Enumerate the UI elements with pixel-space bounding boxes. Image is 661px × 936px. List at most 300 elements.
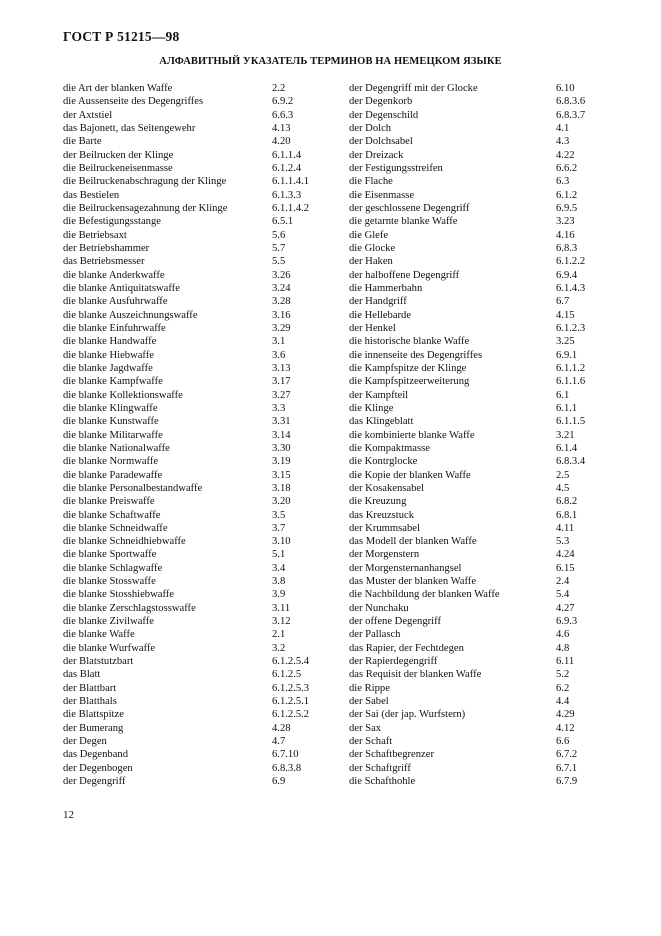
index-entry bbox=[63, 242, 286, 255]
entry-code: 6.9.1 bbox=[556, 349, 578, 361]
entry-term: der Bumerang bbox=[63, 722, 124, 734]
entry-code: 6.1.2.5.2 bbox=[272, 709, 310, 721]
index-entry bbox=[63, 748, 299, 761]
index-entry bbox=[63, 628, 286, 641]
entry-code: 6.8.3.7 bbox=[556, 109, 586, 121]
entry-code: 6.1.2.5 bbox=[272, 669, 302, 681]
entry-code: 2.1 bbox=[272, 629, 286, 641]
index-entry bbox=[63, 215, 294, 228]
index-entry bbox=[349, 229, 575, 242]
page-title: АЛФАВИТНЫЙ УКАЗАТЕЛЬ ТЕРМИНОВ НА НЕМЕЦКОМ ЯЗЫКЕ bbox=[159, 56, 502, 67]
entry-code: 3.28 bbox=[272, 296, 291, 308]
entry-code: 6.7.10 bbox=[272, 749, 299, 761]
entry-term: die blanke Stosshiebwaffe bbox=[63, 589, 175, 601]
entry-code: 3.17 bbox=[272, 376, 291, 388]
index-entry bbox=[349, 548, 575, 561]
entry-term: der Degen bbox=[63, 736, 107, 748]
entry-code: 3.11 bbox=[272, 602, 291, 614]
entry-term: der Degengriff bbox=[63, 776, 126, 788]
entry-code: 2.5 bbox=[556, 469, 570, 481]
index-entry bbox=[349, 708, 575, 721]
entry-term: die blanke Handwaffe bbox=[63, 336, 157, 348]
entry-code: 6.3 bbox=[556, 176, 570, 188]
entry-term: der Krummsabel bbox=[349, 522, 420, 534]
index-entry bbox=[349, 415, 586, 428]
entry-code: 6.5.1 bbox=[272, 216, 294, 228]
entry-term: die Beilruckeneisenmasse bbox=[63, 162, 173, 174]
index-entry bbox=[349, 469, 570, 482]
index-entry bbox=[349, 429, 575, 442]
entry-code: 6.1.4 bbox=[556, 442, 578, 454]
index-entry bbox=[349, 402, 578, 415]
index-entry bbox=[349, 162, 578, 175]
index-entry bbox=[63, 135, 291, 148]
index-entry bbox=[63, 735, 286, 748]
index-entry bbox=[349, 282, 586, 295]
entry-term: der Axtstiel bbox=[63, 109, 113, 121]
entry-term: die Art der blanken Waffe bbox=[63, 83, 173, 94]
index-entry bbox=[63, 429, 291, 442]
entry-code: 6.8.3.8 bbox=[272, 762, 302, 774]
entry-term: die blanke Kollektionswaffe bbox=[63, 389, 183, 401]
entry-term: die blanke Schaftwaffe bbox=[63, 509, 161, 521]
index-entry bbox=[349, 615, 578, 628]
entry-code: 5.6 bbox=[272, 229, 286, 241]
entry-code: 6.9.2 bbox=[272, 96, 294, 108]
index-entry bbox=[349, 122, 570, 135]
entry-term: der Haken bbox=[349, 256, 393, 268]
index-entry bbox=[63, 349, 286, 362]
index-entry bbox=[349, 495, 578, 508]
index-entry bbox=[349, 362, 586, 375]
entry-code: 4.22 bbox=[556, 149, 575, 161]
entry-term: der Morgenstern bbox=[349, 549, 420, 561]
entry-code: 3.9 bbox=[272, 589, 286, 601]
entry-term: der Sabel bbox=[349, 696, 389, 708]
entry-term: das Muster der blanken Waffe bbox=[349, 576, 477, 588]
entry-code: 3.15 bbox=[272, 469, 291, 481]
index-entry bbox=[63, 762, 302, 775]
index-entry bbox=[63, 722, 291, 735]
entry-term: der Degenkorb bbox=[349, 96, 413, 108]
index-entry bbox=[63, 442, 291, 455]
index-entry bbox=[63, 482, 291, 495]
entry-term: die blanke Kunstwaffe bbox=[63, 416, 159, 428]
index-entry bbox=[63, 695, 310, 708]
entry-term: die blanke Wurfwaffe bbox=[63, 642, 156, 654]
index-entry bbox=[349, 682, 570, 695]
entry-code: 3.1 bbox=[272, 336, 286, 348]
entry-code: 6.8.1 bbox=[556, 509, 578, 521]
entry-code: 5.3 bbox=[556, 536, 570, 548]
entry-code: 6.1.1.4.2 bbox=[272, 202, 310, 214]
entry-code: 4.13 bbox=[272, 122, 291, 134]
entry-code: 2.4 bbox=[556, 576, 570, 588]
index-entry bbox=[63, 575, 286, 588]
index-entry bbox=[63, 95, 294, 108]
entry-term: die blanke Normwaffe bbox=[63, 456, 159, 468]
entry-term: der Kampfteil bbox=[349, 389, 409, 401]
entry-term: die blanke Anderkwaffe bbox=[63, 269, 165, 281]
entry-term: die Kompaktmasse bbox=[349, 442, 430, 454]
entry-code: 4.20 bbox=[272, 136, 291, 148]
index-entry bbox=[63, 175, 310, 188]
entry-code: 6.1.1.4 bbox=[272, 149, 302, 161]
index-entry bbox=[63, 708, 310, 721]
index-entry bbox=[63, 402, 286, 415]
index-entry bbox=[349, 135, 570, 148]
entry-code: 3.24 bbox=[272, 282, 291, 294]
entry-code: 6.7.1 bbox=[556, 762, 578, 774]
entry-code: 5.7 bbox=[272, 242, 286, 254]
entry-code: 6.1.1.2 bbox=[556, 362, 586, 374]
entry-code: 3.18 bbox=[272, 482, 291, 494]
entry-term: die blanke Antiquitatswaffe bbox=[63, 282, 180, 294]
entry-code: 3.19 bbox=[272, 456, 291, 468]
index-entry bbox=[63, 562, 286, 575]
index-entry bbox=[63, 535, 291, 548]
entry-term: die blanke Preiswaffe bbox=[63, 496, 155, 508]
entry-code: 3.26 bbox=[272, 269, 291, 281]
index-entry bbox=[349, 762, 578, 775]
entry-term: die Beilruckenabschragung der Klinge bbox=[63, 176, 227, 188]
entry-code: 4.11 bbox=[556, 522, 575, 534]
entry-code: 4.5 bbox=[556, 482, 570, 494]
entry-term: die blanke Schneidhiebwaffe bbox=[63, 536, 186, 548]
entry-term: die Kopie der blanken Waffe bbox=[349, 469, 471, 481]
entry-term: die Betriebsaxt bbox=[63, 229, 127, 241]
index-entry bbox=[63, 189, 302, 202]
index-entry bbox=[63, 162, 302, 175]
entry-term: der Handgriff bbox=[349, 296, 407, 308]
entry-term: die blanke Hiebwaffe bbox=[63, 349, 154, 361]
entry-term: die blanke Ausfuhrwaffe bbox=[63, 296, 168, 308]
entry-code: 4.16 bbox=[556, 229, 575, 241]
entry-term: die Aussenseite des Degengriffes bbox=[63, 96, 204, 108]
entry-code: 6.1.1 bbox=[556, 402, 578, 414]
entry-code: 6.8.3.4 bbox=[556, 456, 586, 468]
index-entry bbox=[63, 269, 291, 282]
entry-term: der offene Degengriff bbox=[349, 616, 441, 628]
index-entry bbox=[349, 242, 578, 255]
entry-term: das Kreuzstuck bbox=[349, 509, 415, 521]
index-entry bbox=[349, 482, 570, 495]
entry-code: 3.5 bbox=[272, 509, 286, 521]
index-entry bbox=[349, 309, 575, 322]
entry-term: der Dreizack bbox=[349, 149, 404, 161]
entry-code: 3.14 bbox=[272, 429, 291, 441]
entry-term: der Nunchaku bbox=[349, 602, 409, 614]
entry-term: die blanke Schlagwaffe bbox=[63, 562, 163, 574]
entry-term: der Blattbart bbox=[63, 682, 117, 694]
entry-term: die blanke Zivilwaffe bbox=[63, 616, 154, 628]
entry-term: der Betriebshammer bbox=[63, 242, 150, 254]
document-code: ГОСТ Р 51215—98 bbox=[63, 29, 180, 44]
entry-code: 6.7.2 bbox=[556, 749, 578, 761]
index-entry bbox=[63, 375, 291, 388]
entry-term: die Kampfspitze der Klinge bbox=[349, 362, 467, 374]
index-entry bbox=[349, 389, 570, 402]
index-entry bbox=[349, 295, 570, 308]
entry-code: 3.3 bbox=[272, 402, 286, 414]
entry-term: die blanke Klingwaffe bbox=[63, 402, 158, 414]
index-entry bbox=[349, 668, 570, 681]
entry-term: die Blattspitze bbox=[63, 709, 124, 721]
index-entry bbox=[349, 269, 578, 282]
index-entry bbox=[349, 215, 575, 228]
entry-code: 3.2 bbox=[272, 642, 286, 654]
entry-code: 6.1.1.6 bbox=[556, 376, 586, 388]
entry-code: 6.15 bbox=[556, 562, 575, 574]
entry-term: die blanke Sportwaffe bbox=[63, 549, 157, 561]
entry-code: 6.7.9 bbox=[556, 776, 578, 788]
entry-code: 3.8 bbox=[272, 576, 286, 588]
entry-code: 6.1.1.5 bbox=[556, 416, 586, 428]
entry-term: die blanke Waffe bbox=[63, 629, 135, 641]
index-entry bbox=[63, 415, 291, 428]
index-entry bbox=[349, 109, 586, 122]
entry-code: 6.2 bbox=[556, 682, 570, 694]
entry-term: die Barte bbox=[63, 136, 102, 148]
entry-term: das Requisit der blanken Waffe bbox=[349, 669, 482, 681]
entry-code: 4.24 bbox=[556, 549, 575, 561]
right-index-column bbox=[349, 82, 586, 788]
entry-term: die blanke Jagdwaffe bbox=[63, 362, 153, 374]
entry-term: die Rippe bbox=[349, 682, 390, 694]
index-entry bbox=[349, 695, 570, 708]
entry-term: der Degenbogen bbox=[63, 762, 133, 774]
index-entry bbox=[349, 82, 575, 95]
entry-code: 4.3 bbox=[556, 136, 570, 148]
index-entry bbox=[63, 82, 286, 95]
entry-code: 6.1.2.2 bbox=[556, 256, 586, 268]
entry-term: das Modell der blanken Waffe bbox=[349, 536, 477, 548]
entry-term: der Blatthals bbox=[63, 696, 117, 708]
index-entry bbox=[63, 149, 302, 162]
entry-code: 6.1.3.3 bbox=[272, 189, 302, 201]
entry-term: die Beilruckensagezahnung der Klinge bbox=[63, 202, 228, 214]
entry-term: der geschlossene Degengriff bbox=[349, 202, 470, 214]
entry-code: 3.30 bbox=[272, 442, 291, 454]
entry-term: die Flache bbox=[349, 176, 393, 188]
index-entry bbox=[63, 255, 286, 268]
index-entry bbox=[349, 522, 575, 535]
index-entry bbox=[349, 149, 575, 162]
entry-term: die historische blanke Waffe bbox=[349, 336, 470, 348]
entry-code: 6.9.3 bbox=[556, 616, 578, 628]
entry-term: die Hellebarde bbox=[349, 309, 412, 321]
index-entry bbox=[349, 202, 578, 215]
entry-code: 4.8 bbox=[556, 642, 570, 654]
index-entry bbox=[349, 255, 586, 268]
entry-term: der Schaftbegrenzer bbox=[349, 749, 434, 761]
entry-term: der Blatstutzbart bbox=[63, 656, 134, 668]
index-entry bbox=[349, 535, 570, 548]
entry-term: die blanke Personalbestandwaffe bbox=[63, 482, 203, 494]
entry-code: 5.4 bbox=[556, 589, 570, 601]
index-entry bbox=[349, 775, 578, 788]
index-entry bbox=[63, 389, 291, 402]
entry-code: 6.1.4.3 bbox=[556, 282, 586, 294]
entry-term: der Henkel bbox=[349, 322, 396, 334]
index-entry bbox=[63, 642, 286, 655]
index-entry bbox=[349, 575, 570, 588]
entry-code: 6.9.5 bbox=[556, 202, 578, 214]
index-entry bbox=[349, 455, 586, 468]
entry-code: 5.2 bbox=[556, 669, 570, 681]
index-entry bbox=[349, 588, 570, 601]
index-entry bbox=[349, 322, 586, 335]
index-entry bbox=[349, 375, 586, 388]
entry-term: die blanke Kampfwaffe bbox=[63, 376, 163, 388]
entry-code: 3.7 bbox=[272, 522, 286, 534]
entry-code: 4.29 bbox=[556, 709, 575, 721]
index-entry bbox=[63, 455, 291, 468]
entry-code: 4.28 bbox=[272, 722, 291, 734]
entry-code: 4.4 bbox=[556, 696, 570, 708]
entry-term: die blanke Schneidwaffe bbox=[63, 522, 168, 534]
index-entry bbox=[349, 562, 575, 575]
entry-term: der Degenschild bbox=[349, 109, 419, 121]
index-entry bbox=[63, 775, 286, 788]
entry-term: der Morgensternanhangsel bbox=[349, 562, 462, 574]
entry-term: die blanke Nationalwaffe bbox=[63, 442, 170, 454]
entry-term: das Betriebsmesser bbox=[63, 256, 145, 268]
entry-term: die Kontrglocke bbox=[349, 456, 418, 468]
entry-code: 6.1.2.4 bbox=[272, 162, 302, 174]
entry-term: der Dolch bbox=[349, 122, 392, 134]
index-entry bbox=[349, 175, 570, 188]
entry-term: das Bajonett, das Seitengewehr bbox=[63, 122, 196, 134]
entry-term: der halboffene Degengriff bbox=[349, 269, 460, 281]
index-entry bbox=[63, 309, 291, 322]
index-entry bbox=[63, 122, 291, 135]
entry-term: die Eisenmasse bbox=[349, 189, 415, 201]
index-entry bbox=[349, 628, 570, 641]
index-entry bbox=[349, 509, 578, 522]
entry-code: 3.6 bbox=[272, 349, 286, 361]
entry-term: der Schaftgriff bbox=[349, 762, 411, 774]
entry-term: die Glefe bbox=[349, 229, 389, 241]
entry-term: die getarnte blanke Waffe bbox=[349, 216, 458, 228]
entry-code: 3.4 bbox=[272, 562, 286, 574]
entry-code: 4.6 bbox=[556, 629, 570, 641]
index-entry bbox=[349, 95, 586, 108]
entry-code: 4.7 bbox=[272, 736, 286, 748]
entry-code: 6.9 bbox=[272, 776, 286, 788]
index-entry bbox=[349, 442, 578, 455]
index-entry bbox=[63, 295, 291, 308]
entry-term: die Schafthohle bbox=[349, 776, 416, 788]
entry-code: 6.9.4 bbox=[556, 269, 578, 281]
entry-term: das Bestielen bbox=[63, 189, 120, 201]
entry-term: die Glocke bbox=[349, 242, 396, 254]
index-entry bbox=[349, 602, 575, 615]
entry-code: 3.29 bbox=[272, 322, 291, 334]
entry-code: 4.1 bbox=[556, 122, 570, 134]
entry-term: der Rapierdegengriff bbox=[349, 656, 438, 668]
index-entry bbox=[349, 748, 578, 761]
entry-code: 6.6 bbox=[556, 736, 570, 748]
entry-term: das Klingeblatt bbox=[349, 416, 414, 428]
entry-code: 6.8.3.6 bbox=[556, 96, 586, 108]
index-entry bbox=[349, 735, 570, 748]
entry-term: der Dolchsabel bbox=[349, 136, 413, 148]
entry-term: die innenseite des Degengriffes bbox=[349, 349, 483, 361]
entry-code: 6.8.3 bbox=[556, 242, 578, 254]
index-entry bbox=[63, 668, 302, 681]
entry-code: 6.1.2 bbox=[556, 189, 578, 201]
entry-code: 6.1.2.5.3 bbox=[272, 682, 310, 694]
entry-term: der Schaft bbox=[349, 736, 393, 748]
entry-term: das Degenband bbox=[63, 749, 129, 761]
entry-code: 3.25 bbox=[556, 336, 575, 348]
entry-term: der Festigungsstreifen bbox=[349, 162, 443, 174]
entry-term: die Kreuzung bbox=[349, 496, 407, 508]
entry-term: die Nachbildung der blanken Waffe bbox=[349, 589, 500, 601]
entry-code: 3.21 bbox=[556, 429, 575, 441]
index-entry bbox=[63, 229, 286, 242]
entry-term: die blanke Auszeichnungswaffe bbox=[63, 309, 198, 321]
entry-code: 6.7 bbox=[556, 296, 570, 308]
entry-term: die blanke Einfuhrwaffe bbox=[63, 322, 166, 334]
index-entry bbox=[349, 335, 575, 348]
index-entry bbox=[63, 602, 291, 615]
entry-code: 3.13 bbox=[272, 362, 291, 374]
index-entry bbox=[63, 682, 310, 695]
entry-term: die Befestigungsstange bbox=[63, 216, 161, 228]
entry-code: 6.1.2.5.1 bbox=[272, 696, 310, 708]
entry-code: 3.12 bbox=[272, 616, 291, 628]
entry-code: 6.8.2 bbox=[556, 496, 578, 508]
index-entry bbox=[63, 509, 286, 522]
entry-code: 3.31 bbox=[272, 416, 291, 428]
index-entry bbox=[63, 469, 291, 482]
entry-code: 6.1.2.5.4 bbox=[272, 656, 310, 668]
entry-code: 2.2 bbox=[272, 83, 286, 94]
entry-code: 4.12 bbox=[556, 722, 575, 734]
index-entry bbox=[63, 202, 310, 215]
entry-code: 4.15 bbox=[556, 309, 575, 321]
index-entry bbox=[349, 349, 578, 362]
entry-term: die kombinierte blanke Waffe bbox=[349, 429, 475, 441]
index-entry bbox=[63, 548, 286, 561]
entry-code: 6.10 bbox=[556, 83, 575, 94]
entry-term: der Sax bbox=[349, 722, 382, 734]
index-entry bbox=[63, 362, 291, 375]
index-entry bbox=[349, 655, 575, 668]
index-entry bbox=[63, 335, 286, 348]
index-entry bbox=[63, 522, 286, 535]
entry-code: 6.6.2 bbox=[556, 162, 578, 174]
entry-code: 6.1.1.4.1 bbox=[272, 176, 310, 188]
entry-code: 6.1 bbox=[556, 389, 570, 401]
entry-code: 3.20 bbox=[272, 496, 291, 508]
entry-code: 6.1.2.3 bbox=[556, 322, 586, 334]
index-entry bbox=[63, 588, 286, 601]
entry-term: die blanke Paradewaffe bbox=[63, 469, 163, 481]
index-entry bbox=[349, 642, 570, 655]
entry-code: 3.10 bbox=[272, 536, 291, 548]
entry-code: 4.27 bbox=[556, 602, 575, 614]
index-entry bbox=[349, 189, 578, 202]
entry-term: der Beilrucken der Klinge bbox=[63, 149, 174, 161]
entry-code: 3.23 bbox=[556, 216, 575, 228]
entry-term: das Rapier, der Fechtdegen bbox=[349, 642, 464, 654]
entry-term: der Pallasch bbox=[349, 629, 401, 641]
entry-term: die blanke Militarwaffe bbox=[63, 429, 163, 441]
index-entry bbox=[63, 109, 294, 122]
